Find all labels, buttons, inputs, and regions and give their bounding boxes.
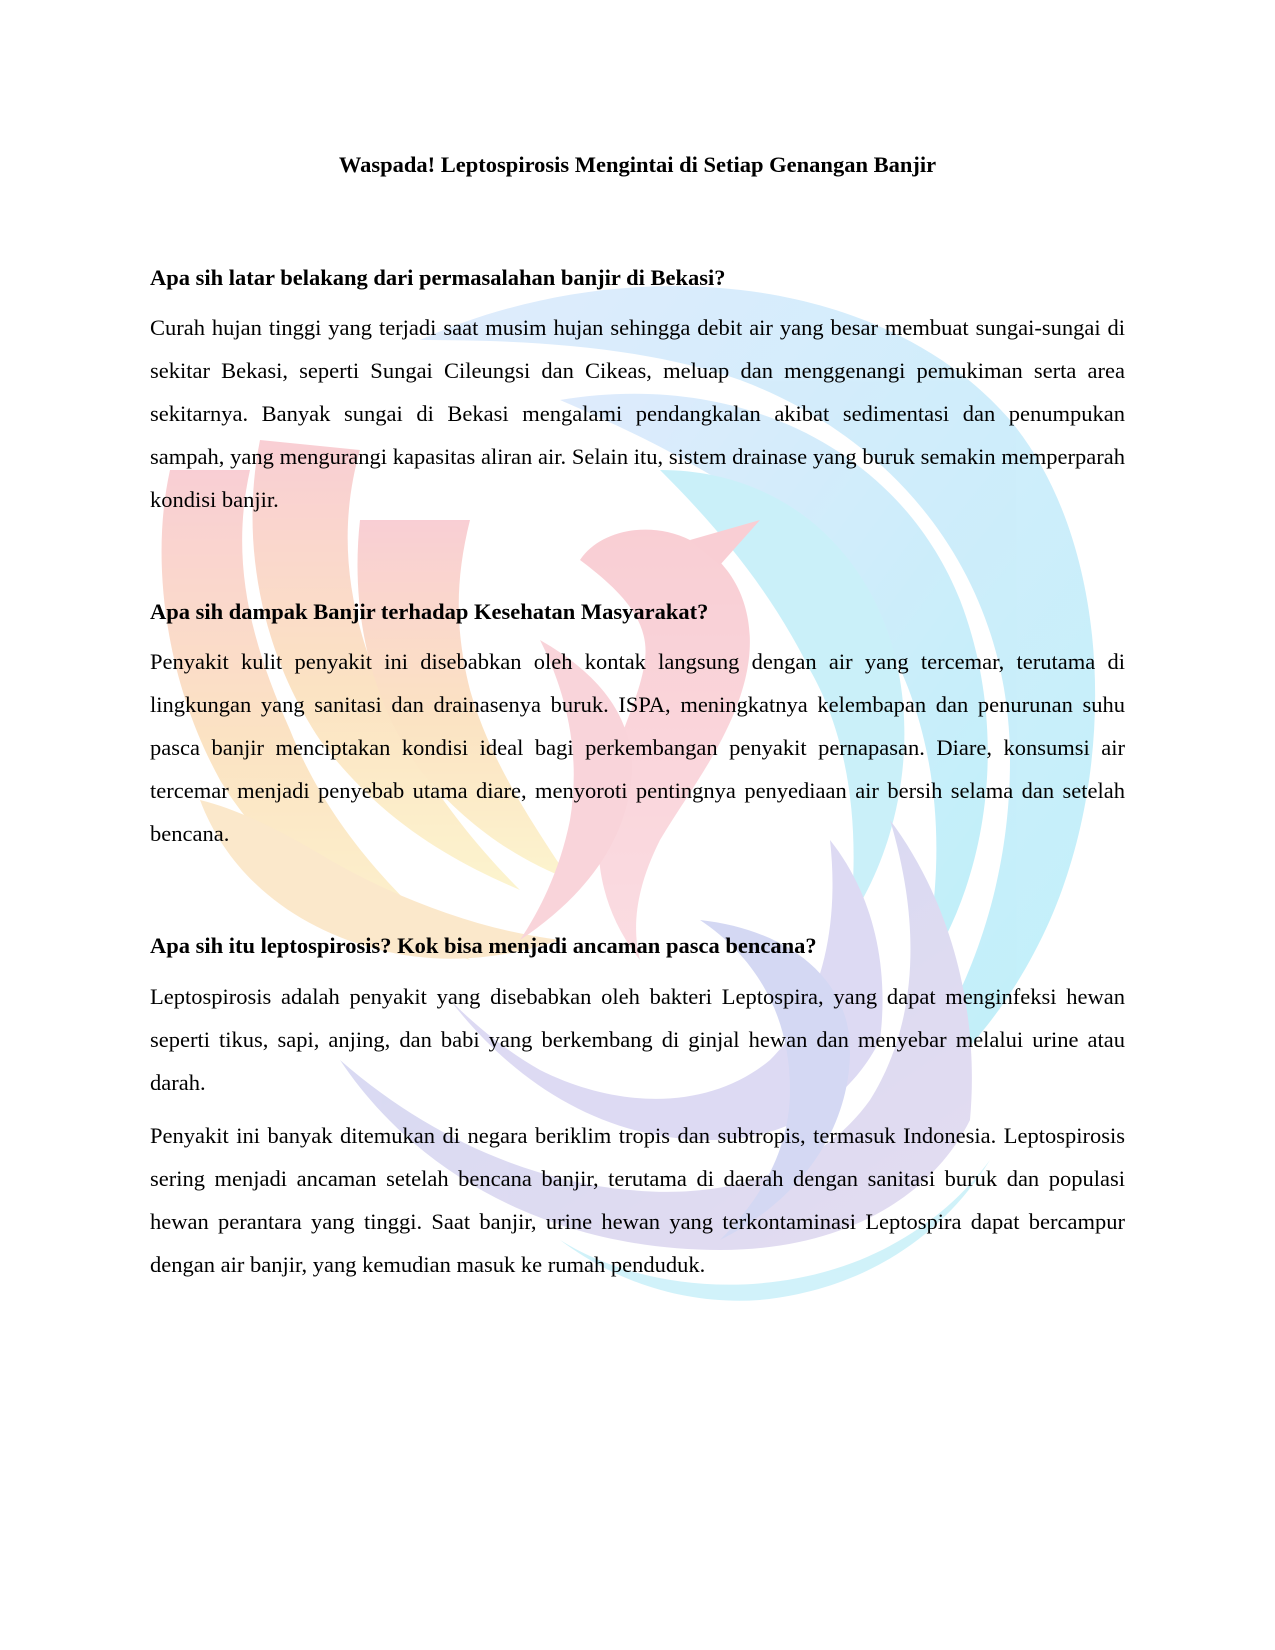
section-heading-background: Apa sih latar belakang dari permasalahan banjir di Bekasi?	[150, 265, 726, 290]
section-paragraph-background: Curah hujan tinggi yang terjadi saat musim hujan sehingga debit air yang besar membuat sungai-sungai di sekitar Bekasi, seperti Sungai Cileungsi dan Cikeas, meluap dan menggenangi pemukiman serta area sekitarnya. Banyak sungai di Bekasi mengalami pendangkalan akibat sedimentasi dan penumpukan sampah, yang mengurangi kapasitas aliran air. Selain itu, sistem drainase yang buruk semakin memperparah kondisi banjir.	[150, 315, 1125, 512]
section-paragraph-health-impact: Penyakit kulit penyakit ini disebabkan oleh kontak langsung dengan air yang tercemar, terutama di lingkungan yang sanitasi dan drainasenya buruk. ISPA, meningkatnya kelembapan dan penurunan suhu pasca banjir menciptakan kondisi ideal bagi perkembangan penyakit pernapasan. Diare, konsumsi air tercemar menjadi penyebab utama diare, menyoroti pentingnya penyediaan air bersih selama dan setelah bencana.	[150, 649, 1125, 846]
section-paragraph-leptospirosis-definition: Leptospirosis adalah penyakit yang disebabkan oleh bakteri Leptospira, yang dapat menginfeksi hewan seperti tikus, sapi, anjing, dan babi yang berkembang di ginjal hewan dan menyebar melalui urine atau darah.	[150, 984, 1125, 1095]
document-title: Waspada! Leptospirosis Mengintai di Setiap Genangan Banjir	[338, 152, 937, 177]
section-heading-leptospirosis: Apa sih itu leptospirosis? Kok bisa menjadi ancaman pasca bencana?	[150, 933, 817, 958]
section-paragraph-leptospirosis-threat: Penyakit ini banyak ditemukan di negara beriklim tropis dan subtropis, termasuk Indonesia. Leptospirosis sering menjadi ancaman setelah bencana banjir, terutama di daerah dengan sanitasi buruk dan populasi hewan perantara yang tinggi. Saat banjir, urine hewan yang terkontaminasi Leptospira dapat bercampur dengan air banjir, yang kemudian masuk ke rumah penduduk.	[150, 1123, 1125, 1277]
document-page	[150, 0, 1125, 1650]
section-heading-health-impact: Apa sih dampak Banjir terhadap Kesehatan Masyarakat?	[150, 599, 709, 624]
